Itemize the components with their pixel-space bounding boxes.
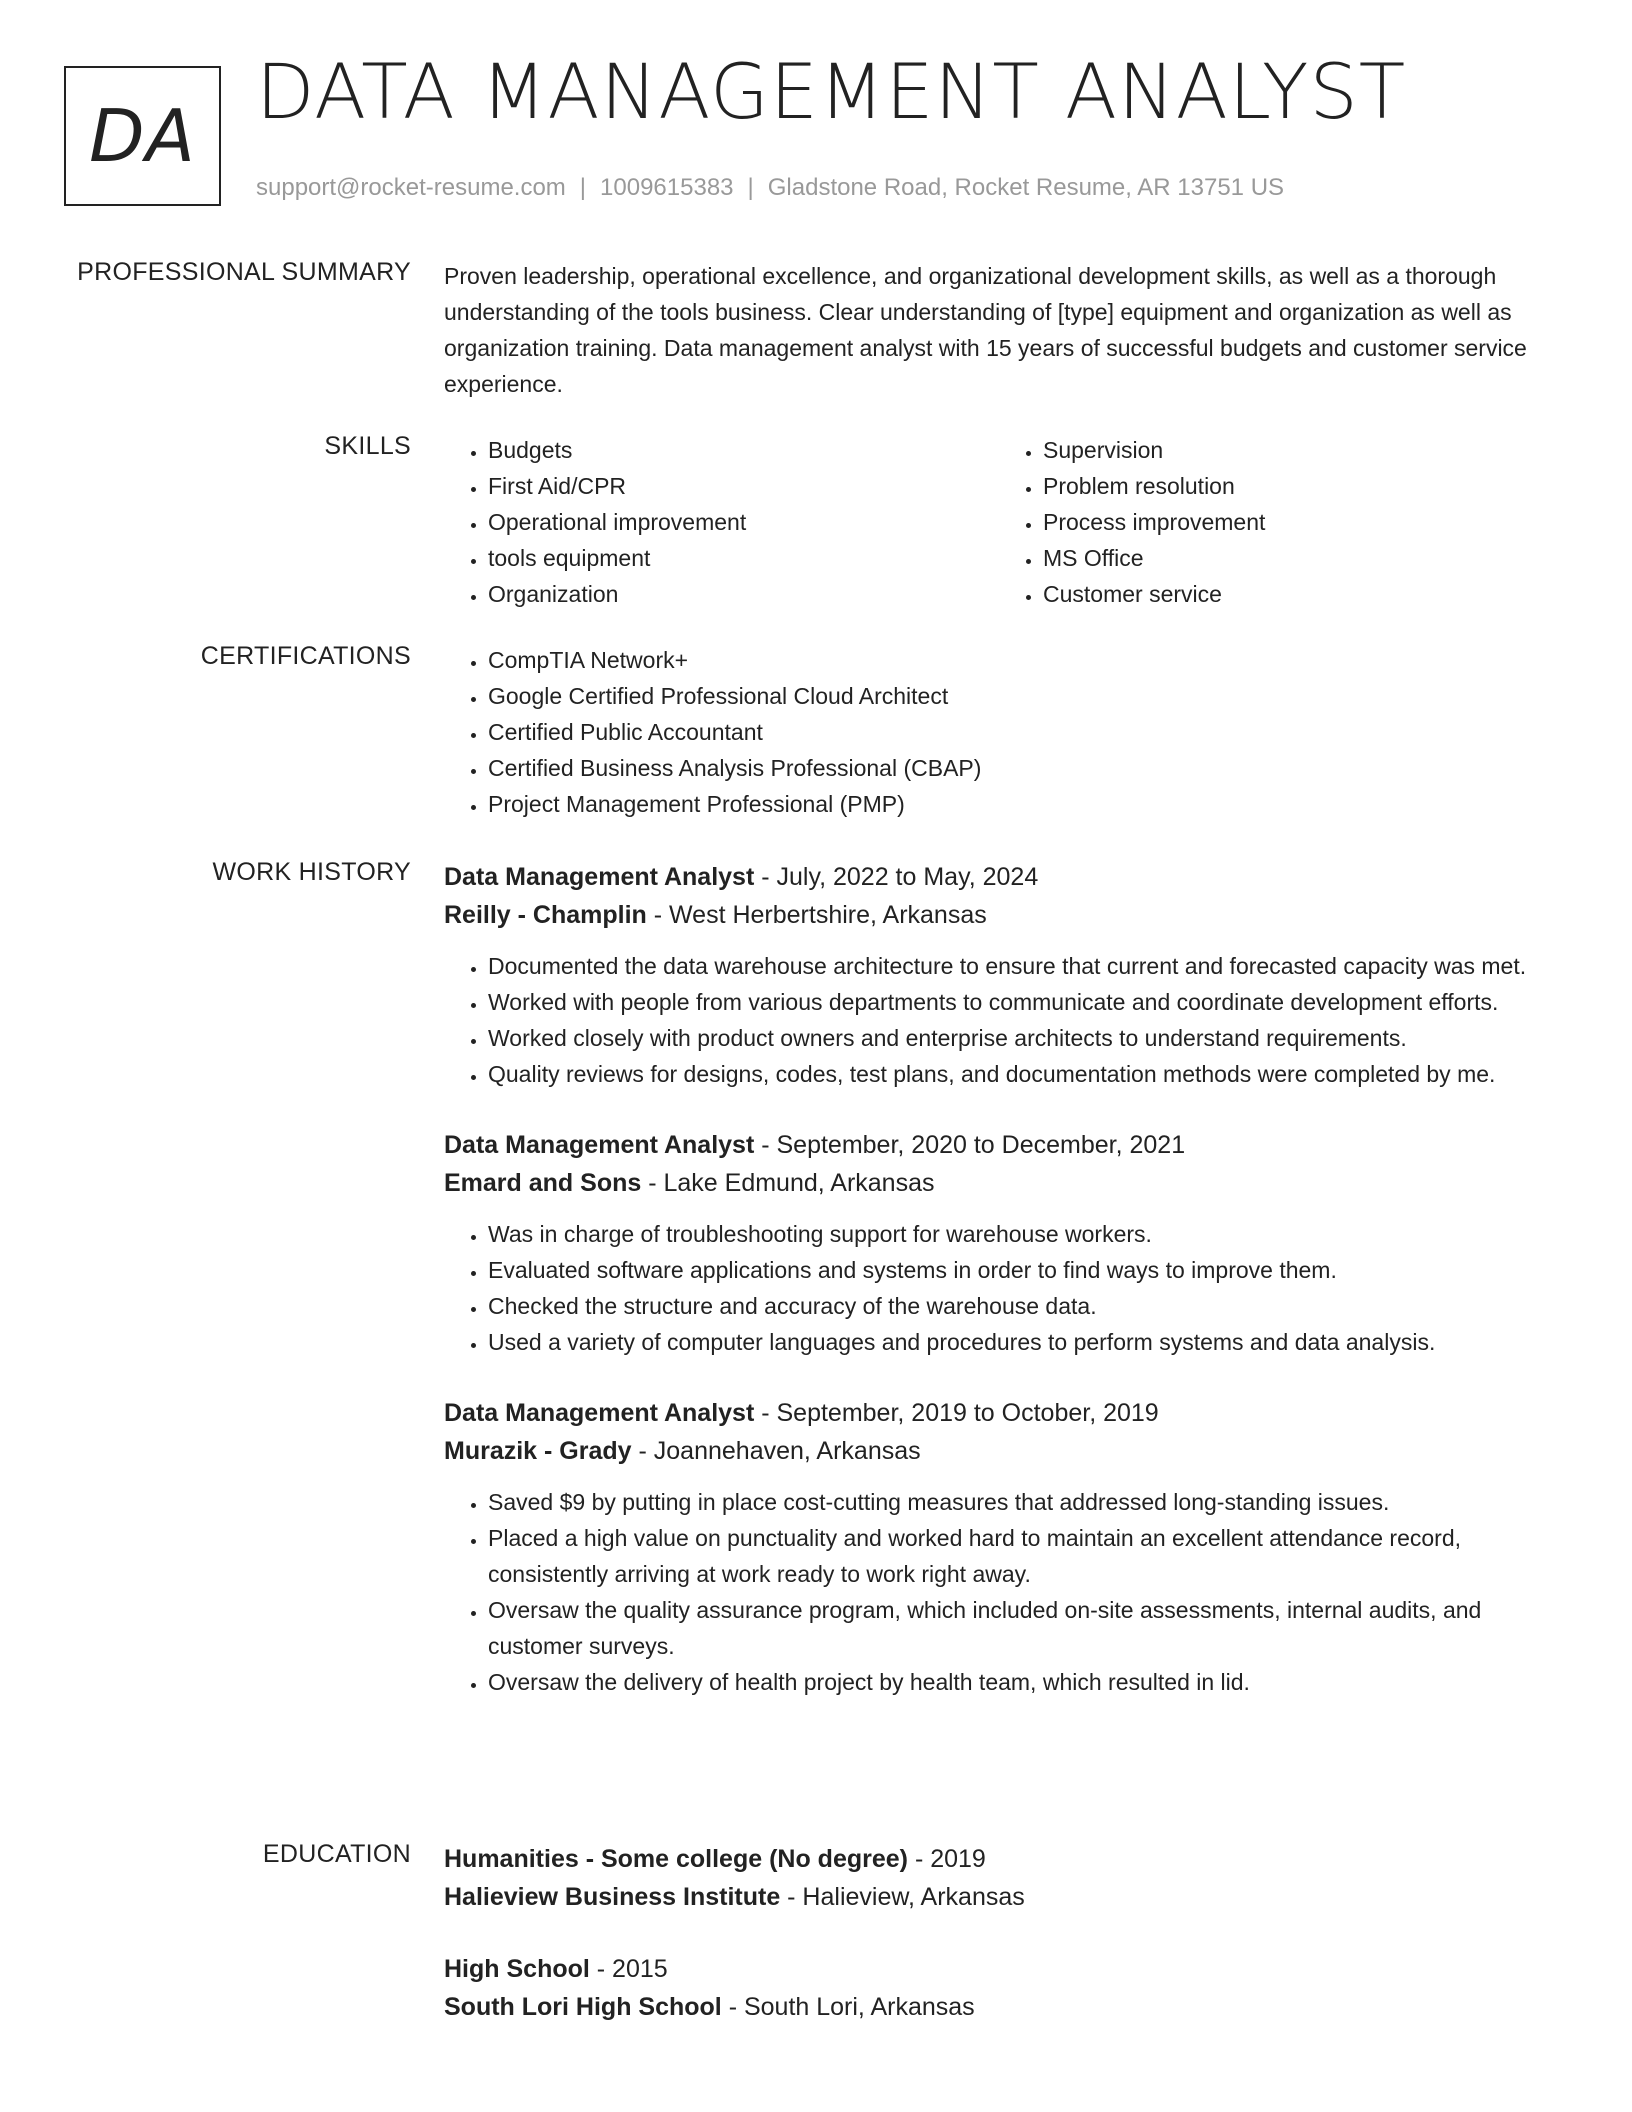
job-bullet: • Checked the structure and accuracy of the warehouse data.	[488, 1288, 1554, 1324]
job-bullet: • Was in charge of troubleshooting support for warehouse workers.	[488, 1216, 1554, 1252]
job-bullet: • Evaluated software applications and systems in order to find ways to improve them.	[488, 1252, 1554, 1288]
skill-item: • Customer service	[1043, 576, 1554, 612]
job-title: Data Management Analyst	[444, 1131, 755, 1159]
education-entry	[444, 1840, 1554, 1916]
job-company-line	[444, 1432, 1554, 1470]
job-title: Data Management Analyst	[444, 863, 755, 891]
contact-email[interactable]: support@rocket-resume.com	[256, 174, 566, 201]
contact-separator: |	[579, 174, 587, 201]
job-title-line	[444, 858, 1554, 896]
skill-item: • tools equipment	[488, 540, 999, 576]
job-company-line	[444, 1164, 1554, 1202]
job-bullet: • Oversaw the delivery of health project by health team, which resulted in lid.	[488, 1664, 1554, 1700]
job-bullet: • Worked with people from various departments to communicate and coordinate development efforts.	[488, 984, 1554, 1020]
job-title: Data Management Analyst	[444, 1399, 755, 1427]
contact-address: Gladstone Road, Rocket Resume, AR 13751 US	[767, 174, 1285, 201]
education-location: - Halieview, Arkansas	[780, 1883, 1025, 1911]
section-label-skills: SKILLS	[324, 432, 411, 460]
job-bullet: • Worked closely with product owners and enterprise architects to understand requirements.	[488, 1020, 1554, 1056]
section-label-certifications: CERTIFICATIONS	[200, 642, 411, 670]
certification-item: • Certified Public Accountant	[488, 714, 1554, 750]
education-degree: High School	[444, 1955, 590, 1983]
job-location: - West Herbertshire, Arkansas	[646, 901, 987, 929]
skills-grid	[444, 432, 1554, 612]
skill-item: • MS Office	[1043, 540, 1554, 576]
job-bullets	[444, 948, 1554, 1092]
job-company: Reilly - Champlin	[444, 901, 647, 929]
education-school-line	[444, 1878, 1554, 1916]
job-location: - Joannehaven, Arkansas	[631, 1437, 921, 1465]
certifications-body	[444, 642, 1554, 822]
job-bullet: • Quality reviews for designs, codes, test plans, and documentation methods were completed by me.	[488, 1056, 1554, 1092]
contact-phone[interactable]: 1009615383	[600, 174, 734, 201]
section-label-work-history: WORK HISTORY	[212, 858, 411, 886]
job-dates: - September, 2019 to October, 2019	[754, 1399, 1159, 1427]
section-label-education: EDUCATION	[262, 1840, 411, 1868]
job-title-line	[444, 1394, 1554, 1432]
job-dates: - September, 2020 to December, 2021	[754, 1131, 1186, 1159]
job-bullet: • Oversaw the quality assurance program, which included on-site assessments, internal audits, and customer surveys.	[488, 1592, 1554, 1664]
job-entry	[444, 858, 1554, 1092]
certifications-list	[444, 642, 1554, 822]
skill-item: • Organization	[488, 576, 999, 612]
education-school: South Lori High School	[444, 1993, 722, 2021]
job-dates: - July, 2022 to May, 2024	[754, 863, 1039, 891]
contact-separator: |	[747, 174, 754, 201]
job-bullets	[444, 1216, 1554, 1360]
initials: DA	[89, 94, 196, 178]
education-year: - 2015	[589, 1955, 668, 1983]
skill-item: • Operational improvement	[488, 504, 999, 540]
resume-title: DATA MANAGEMENT ANALYST	[256, 47, 1407, 136]
education-year: - 2019	[908, 1845, 986, 1873]
summary-text: Proven leadership, operational excellence, and organizational development skills, as well as a thorough understanding of the tools business. Clear understanding of [type] equipment and organization as well as organization training. Data management analyst with 15 years of successful budgets and customer service experience.	[444, 263, 1527, 397]
education-school-line	[444, 1988, 1554, 2026]
section-label-summary: PROFESSIONAL SUMMARY	[77, 258, 411, 286]
education-location: - South Lori, Arkansas	[721, 1993, 975, 2021]
skill-item: • Problem resolution	[1043, 468, 1554, 504]
job-entry	[444, 1394, 1554, 1700]
skill-item: • Process improvement	[1043, 504, 1554, 540]
certification-item: • Google Certified Professional Cloud Architect	[488, 678, 1554, 714]
skill-item: • First Aid/CPR	[488, 468, 999, 504]
skills-column-1	[444, 432, 999, 612]
job-bullet: • Saved $9 by putting in place cost-cutting measures that addressed long-standing issues.	[488, 1484, 1554, 1520]
job-entry	[444, 1126, 1554, 1360]
skill-item: • Budgets	[488, 432, 999, 468]
job-location: - Lake Edmund, Arkansas	[641, 1169, 935, 1197]
education-entry	[444, 1950, 1554, 2026]
job-bullet: • Placed a high value on punctuality and worked hard to maintain an excellent attendance record, consistently arriving at work ready to work right away.	[488, 1520, 1554, 1592]
job-company: Murazik - Grady	[444, 1437, 632, 1465]
initials-monogram	[64, 66, 221, 206]
education-degree-line	[444, 1950, 1554, 1988]
certification-item: • Project Management Professional (PMP)	[488, 786, 1554, 822]
job-bullet: • Documented the data warehouse architecture to ensure that current and forecasted capacity was met.	[488, 948, 1554, 984]
skills-column-2	[999, 432, 1554, 612]
certification-item: • Certified Business Analysis Professional (CBAP)	[488, 750, 1554, 786]
job-company-line	[444, 896, 1554, 934]
education-degree-line	[444, 1840, 1554, 1878]
skills-body	[444, 432, 1554, 612]
skill-item: • Supervision	[1043, 432, 1554, 468]
education-body	[444, 1840, 1554, 2060]
job-bullet: • Used a variety of computer languages and procedures to perform systems and data analysis.	[488, 1324, 1554, 1360]
job-company: Emard and Sons	[444, 1169, 642, 1197]
education-degree: Humanities - Some college (No degree)	[444, 1845, 908, 1873]
summary-body	[444, 258, 1554, 402]
certification-item: • CompTIA Network+	[488, 642, 1554, 678]
job-title-line	[444, 1126, 1554, 1164]
work-history-body	[444, 858, 1554, 1734]
job-bullets	[444, 1484, 1554, 1700]
contact-line	[256, 174, 1284, 202]
education-school: Halieview Business Institute	[444, 1883, 781, 1911]
